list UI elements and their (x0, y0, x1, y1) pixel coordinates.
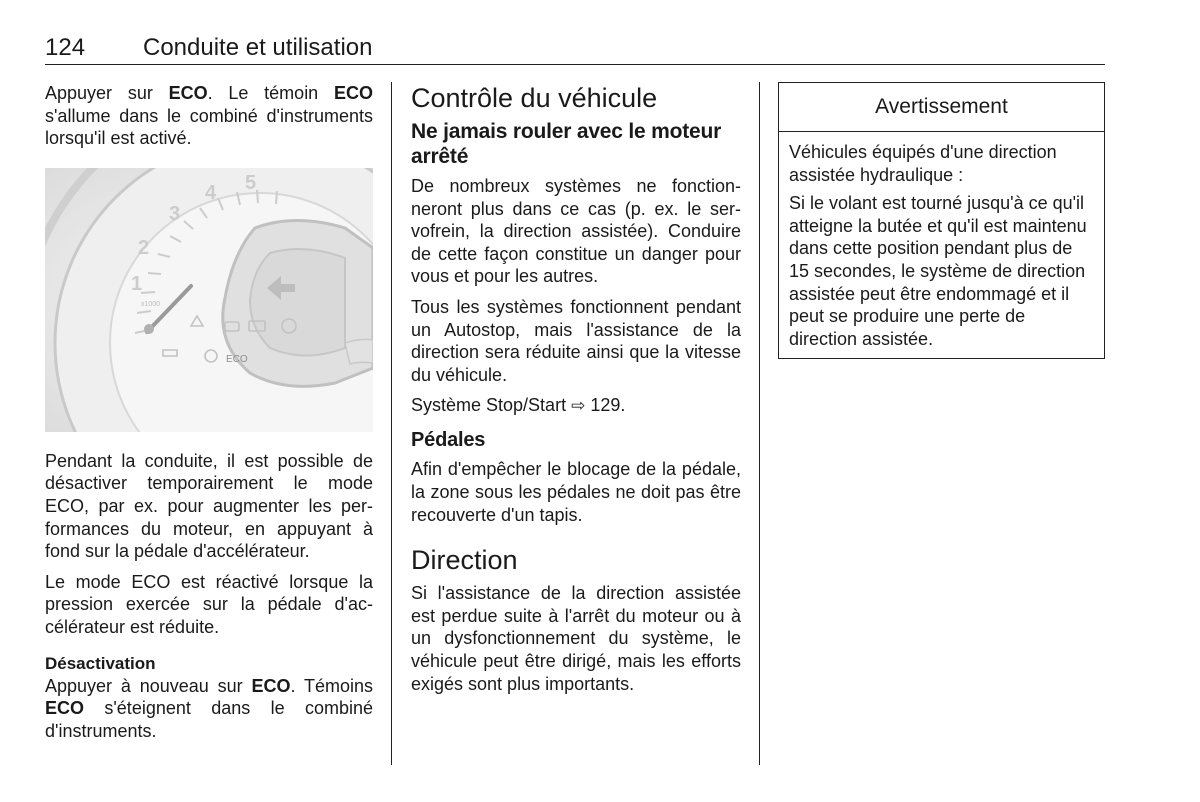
column-divider (391, 82, 392, 765)
subheading-pedals: Pédales (411, 428, 486, 451)
gauge-number: 4 (205, 181, 217, 204)
section-heading-steering: Direction (411, 545, 518, 576)
warning-title: Avertissement (779, 83, 1104, 132)
column-divider (759, 82, 760, 765)
deactivate-temporarily-text: Pendant la conduite, il est possible de désactiver temporairement le mode ECO, par ex. pour augmenter les performances du moteur, en appuyant à fond sur la pédale d'accélérateur. (45, 450, 373, 562)
instrument-cluster-illustration (45, 168, 373, 432)
chapter-title: Conduite et utilisation (143, 34, 373, 61)
eco-keyword: ECO (45, 698, 85, 719)
page-number: 124 (45, 34, 86, 61)
warning-box (778, 82, 1105, 359)
warning-text-damage: Si le volant est tourné jusqu'à ce qu'il atteigne la butée et qu'il est maintenu dans cette position pendant plus de 15 secondes, le système de direction assistée peut être endommagé et il peut se produire une perte de direction assistée. (789, 193, 1087, 349)
reactivation-text: Le mode ECO est réactivé lorsque la pression exercée sur la pédale d'accélérateur est réduite. (45, 571, 373, 637)
column-right (778, 82, 1105, 359)
column-middle (411, 82, 741, 695)
pedals-text: Afin d'empêcher le blocage de la pédale, la zone sous les pédales ne doit pas être recouverte d'un tapis. (411, 459, 741, 525)
subheading-deactivation: Désactivation (45, 653, 156, 673)
eco-keyword: ECO (333, 83, 373, 103)
rpm-label: x1000 (141, 300, 161, 308)
gauge-number: 2 (138, 236, 150, 259)
engine-off-text: De nombreux systèmes ne fonctionneront plus dans ce cas (p. ex. le servofrein, la direction assistée). Conduire de cette façon constitue un danger pour vous et pour les autres. (411, 176, 741, 287)
eco-indicator-label: ECO (226, 353, 248, 365)
deactivation-text: Appuyer à nouveau sur ECO. Témoins ECO s'éteignent dans le combiné d'instruments. (45, 675, 373, 741)
eco-keyword: ECO (251, 675, 291, 696)
gauge-number: 3 (169, 202, 181, 225)
subheading-engine-off: Ne jamais rouler avec le moteur arrêté (411, 120, 722, 168)
gauge-number: 1 (131, 272, 143, 295)
page-reference-arrow-icon: ⇨ (571, 396, 586, 416)
stop-start-reference: Système Stop/Start ⇨ 129. (411, 395, 626, 416)
eco-keyword: ECO (168, 83, 208, 103)
warning-text-hydraulic: Véhicules équipés d'une direction assistée hydraulique : (789, 142, 1057, 185)
tachometer-illustration (45, 168, 373, 432)
column-left (45, 82, 373, 742)
section-heading-vehicle-control: Contrôle du véhicule (411, 83, 658, 113)
steering-text: Si l'assistance de la direction assistée est perdue suite à l'arrêt du moteur ou à un dysfonctionnement du système, le véhicule peut être dirigé, mais les efforts exigés sont plus importants. (411, 583, 741, 694)
gauge-number: 5 (245, 171, 257, 194)
page-header (45, 34, 1105, 65)
eco-activation-text: Appuyer sur ECO. Le témoin ECO s'allume dans le combiné d'instruments lorsqu'il est activé. (45, 83, 373, 149)
autostop-text: Tous les systèmes fonctionnent pendant un Autostop, mais l'assistance de la direction sera réduite ainsi que la vitesse du véhicule. (411, 296, 741, 385)
